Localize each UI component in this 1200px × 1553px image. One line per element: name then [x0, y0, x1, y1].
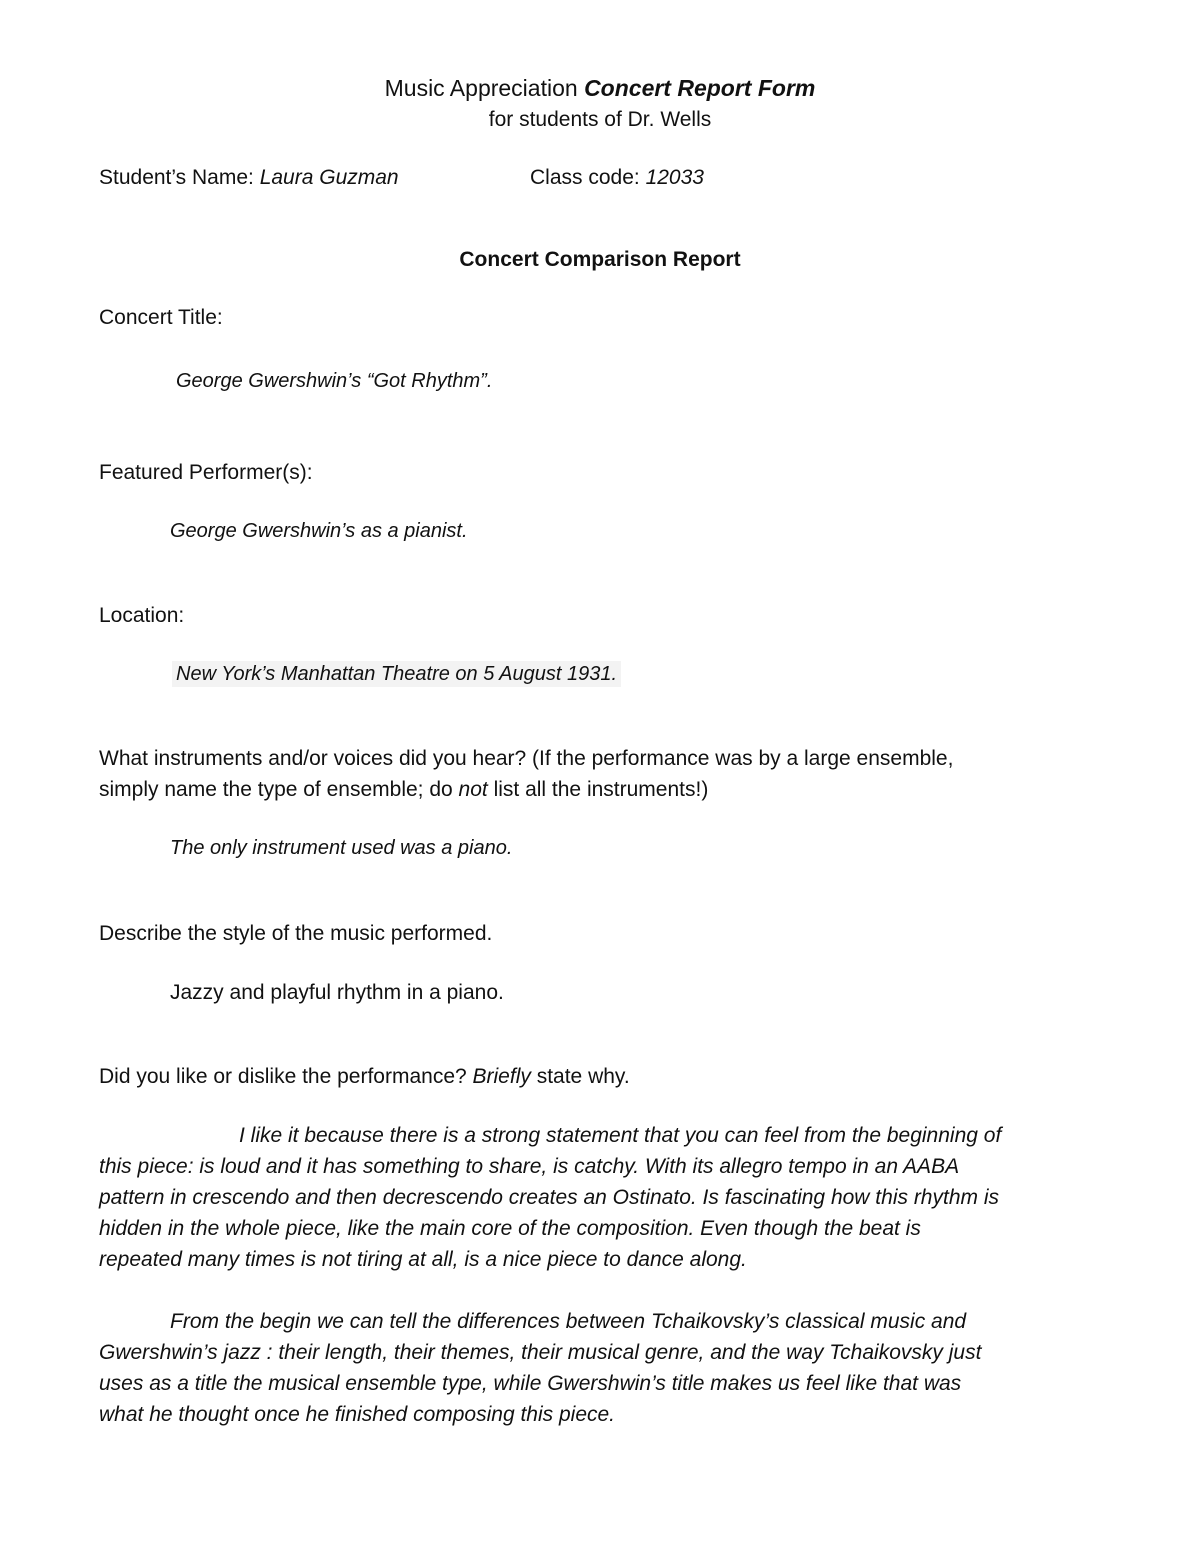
opinion-label-emphasis: Briefly — [472, 1065, 531, 1088]
instruments-label-line1: What instruments and/or voices did you hear? (If the performance was by a large ensemble, — [99, 747, 954, 770]
form-title-emphasis: Concert Report Form — [584, 75, 816, 101]
location-answer — [172, 661, 621, 687]
location-label: Location: — [99, 604, 185, 627]
paragraph-line: Gwershwin’s jazz : their length, their themes, their musical genre, and the way Tchaikovsky just — [99, 1341, 982, 1364]
report-heading: Concert Comparison Report — [459, 248, 741, 271]
paragraph-line: I like it because there is a strong statement that you can feel from the beginning of — [239, 1124, 1002, 1147]
paragraph-line: hidden in the whole piece, like the main core of the composition. Even though the beat is — [99, 1217, 921, 1240]
opinion-label-part-b: state why. — [530, 1065, 630, 1088]
paragraph-line: repeated many times is not tiring at all, is a nice piece to dance along. — [99, 1248, 747, 1271]
paragraph-line: From the begin we can tell the differences between Tchaikovsky’s classical music and — [170, 1310, 967, 1333]
location-answer-text: New York’s Manhattan Theatre on 5 August 1931. — [172, 661, 621, 687]
opinion-paragraph-1 — [99, 1120, 1099, 1275]
paragraph-line: this piece: is loud and it has something to share, is catchy. With its allegro tempo in an AABA — [99, 1155, 960, 1178]
class-code-row — [530, 165, 704, 191]
opinion-paragraph-2 — [99, 1306, 1099, 1430]
paragraph-line: uses as a title the musical ensemble type, while Gwershwin’s title makes us feel like that was — [99, 1372, 962, 1395]
instruments-label-line2 — [99, 777, 708, 803]
style-label: Describe the style of the music performed. — [99, 922, 493, 945]
instruments-answer: The only instrument used was a piano. — [170, 837, 513, 859]
form-subtitle: for students of Dr. Wells — [488, 108, 712, 131]
opinion-label — [99, 1064, 630, 1090]
class-code-value: 12033 — [645, 166, 704, 189]
style-answer: Jazzy and playful rhythm in a piano. — [170, 981, 504, 1004]
concert-title-answer: George Gwershwin’s “Got Rhythm”. — [176, 370, 493, 392]
performers-label: Featured Performer(s): — [99, 461, 313, 484]
performers-answer: George Gwershwin’s as a pianist. — [170, 520, 468, 542]
instruments-label-part-b: list all the instruments!) — [487, 778, 709, 801]
concert-title-label: Concert Title: — [99, 306, 223, 329]
instruments-label-part-a: simply name the type of ensemble; do — [99, 778, 459, 801]
opinion-label-part-a: Did you like or dislike the performance? — [99, 1065, 473, 1088]
paragraph-line: what he thought once he finished composing this piece. — [99, 1403, 616, 1426]
form-title — [0, 75, 1200, 101]
student-name-row — [99, 165, 399, 191]
student-name-label: Student’s Name: — [99, 166, 260, 189]
student-name-value: Laura Guzman — [259, 166, 399, 189]
form-title-plain: Music Appreciation — [384, 75, 585, 101]
instruments-label-emphasis: not — [458, 778, 488, 801]
paragraph-line: pattern in crescendo and then decrescendo creates an Ostinato. Is fascinating how this rhythm is — [99, 1186, 999, 1209]
class-code-label: Class code: — [530, 166, 646, 189]
